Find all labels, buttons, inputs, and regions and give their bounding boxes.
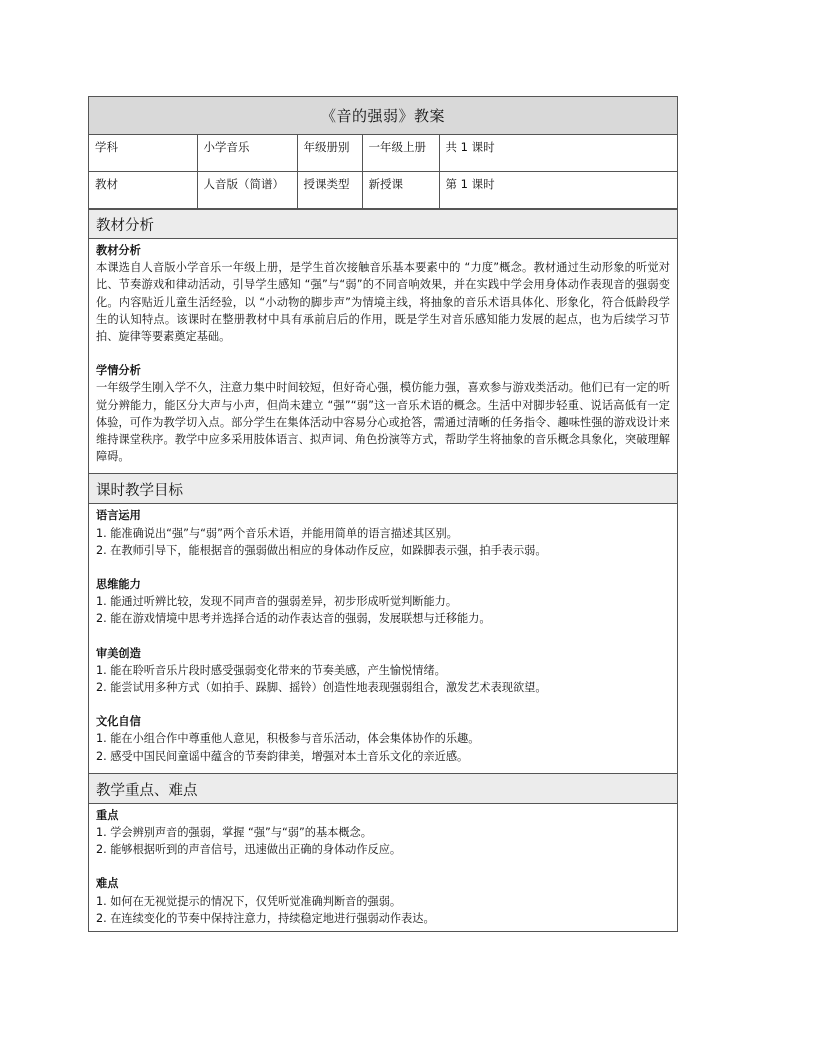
section-body-goals: [89, 504, 677, 773]
subheading-textbook-analysis: 教材分析: [96, 244, 141, 257]
goal-item: 2. 感受中国民间童谣中蕴含的节奏韵律美，增强对本土音乐文化的亲近感。: [96, 749, 469, 763]
keypoint-group-title: 难点: [96, 877, 119, 891]
keypoint-item: 1. 学会辨别声音的强弱，掌握 “强”与“弱”的基本概念。: [96, 826, 372, 840]
goal-item: 2. 在教师引导下，能根据音的强弱做出相应的身体动作反应，如跺脚表示强，拍手表示弱。: [96, 543, 547, 557]
subheading-student-analysis: 学情分析: [96, 364, 141, 378]
goal-group-title: 思维能力: [96, 578, 141, 592]
section-body-keypoints: [89, 804, 677, 931]
cell-textbook-value: 人音版（简谱）: [197, 172, 297, 209]
info-row-textbook: [89, 172, 677, 209]
keypoint-item: 2. 在连续变化的节奏中保持注意力，持续稳定地进行强弱动作表达。: [96, 911, 435, 925]
lesson-plan-document: [88, 96, 678, 932]
goal-group-title: 语言运用: [96, 509, 141, 523]
goal-item: 1. 能在小组合作中尊重他人意见，积极参与音乐活动，体会集体协作的乐趣。: [96, 732, 480, 746]
info-table: [89, 135, 677, 209]
cell-lesson-number: 第 1 课时: [439, 172, 677, 209]
goal-item: 1. 能准确说出“强”与“弱”两个音乐术语，并能用简单的语言描述其区别。: [96, 526, 458, 540]
goal-item: 1. 能通过听辨比较，发现不同声音的强弱差异，初步形成听觉判断能力。: [96, 595, 458, 609]
paragraph-student-analysis: 一年级学生刚入学不久，注意力集中时间较短，但好奇心强，模仿能力强，喜欢参与游戏类活动。他们已有一定的听觉分辨能力，能区分大声与小声，但尚未建立 “强”“弱”这一音乐术语的概念。生活中对脚步轻重、说话高低有一定体验，可作为教学切入点。部分学生在集体活动中容易分心或抢答，需通过清晰的任务指令、趣味性强的游戏设计来维持课堂秩序。教学中应多采用肢体语言、拟声词、角色扮演等方式，帮助学生将抽象的音乐概念具象化，突破理解障碍。: [96, 381, 670, 464]
document-title: 《音的强弱》教案: [89, 97, 677, 135]
info-row-subject: [89, 135, 677, 172]
cell-subject-value: 小学音乐: [197, 135, 297, 172]
section-heading-keypoints: 教学重点、难点: [89, 774, 677, 804]
section-heading-goals: 课时教学目标: [89, 474, 677, 504]
keypoint-group-title: 重点: [96, 808, 119, 822]
cell-textbook-label: 教材: [89, 172, 197, 209]
cell-grade-label: 年级册别: [297, 135, 362, 172]
goal-item: 2. 能在游戏情境中思考并选择合适的动作表达音的强弱，发展联想与迁移能力。: [96, 612, 491, 626]
goal-group-title: 审美创造: [96, 646, 141, 660]
cell-grade-value: 一年级上册: [362, 135, 439, 172]
paragraph-textbook-analysis: 本课选自人音版小学音乐一年级上册，是学生首次接触音乐基本要素中的 “力度”概念。教材通过生动形象的听觉对比、节奏游戏和律动活动，引导学生感知 “强”与“弱”的不同音响效果，并在实践中学会用身体动作表现音的强弱变化。内容贴近儿童生活经验，以 “小动物的脚步声”为情境主线，将抽象的音乐术语具体化、形象化，符合低龄段学生的认知特点。该课时在整册教材中具有承前启后的作用，既是学生对音乐感知能力发展的起点，也为后续学习节拍、旋律等要素奠定基础。: [96, 261, 670, 344]
cell-subject-label: 学科: [89, 135, 197, 172]
section-heading-analysis: 教材分析: [89, 209, 677, 239]
cell-lesson-type-value: 新授课: [362, 172, 439, 209]
goal-item: 1. 能在聆听音乐片段时感受强弱变化带来的节奏美感，产生愉悦情绪。: [96, 663, 446, 677]
keypoint-item: 1. 如何在无视觉提示的情况下，仅凭听觉准确判断音的强弱。: [96, 894, 402, 908]
section-body-analysis: [89, 239, 677, 474]
cell-total-hours: 共 1 课时: [439, 135, 677, 172]
goal-group-title: 文化自信: [96, 715, 141, 729]
cell-lesson-type-label: 授课类型: [297, 172, 362, 209]
goal-item: 2. 能尝试用多种方式（如拍手、跺脚、摇铃）创造性地表现强弱组合，激发艺术表现欲望。: [96, 681, 547, 695]
keypoint-item: 2. 能够根据听到的声音信号，迅速做出正确的身体动作反应。: [96, 843, 402, 857]
